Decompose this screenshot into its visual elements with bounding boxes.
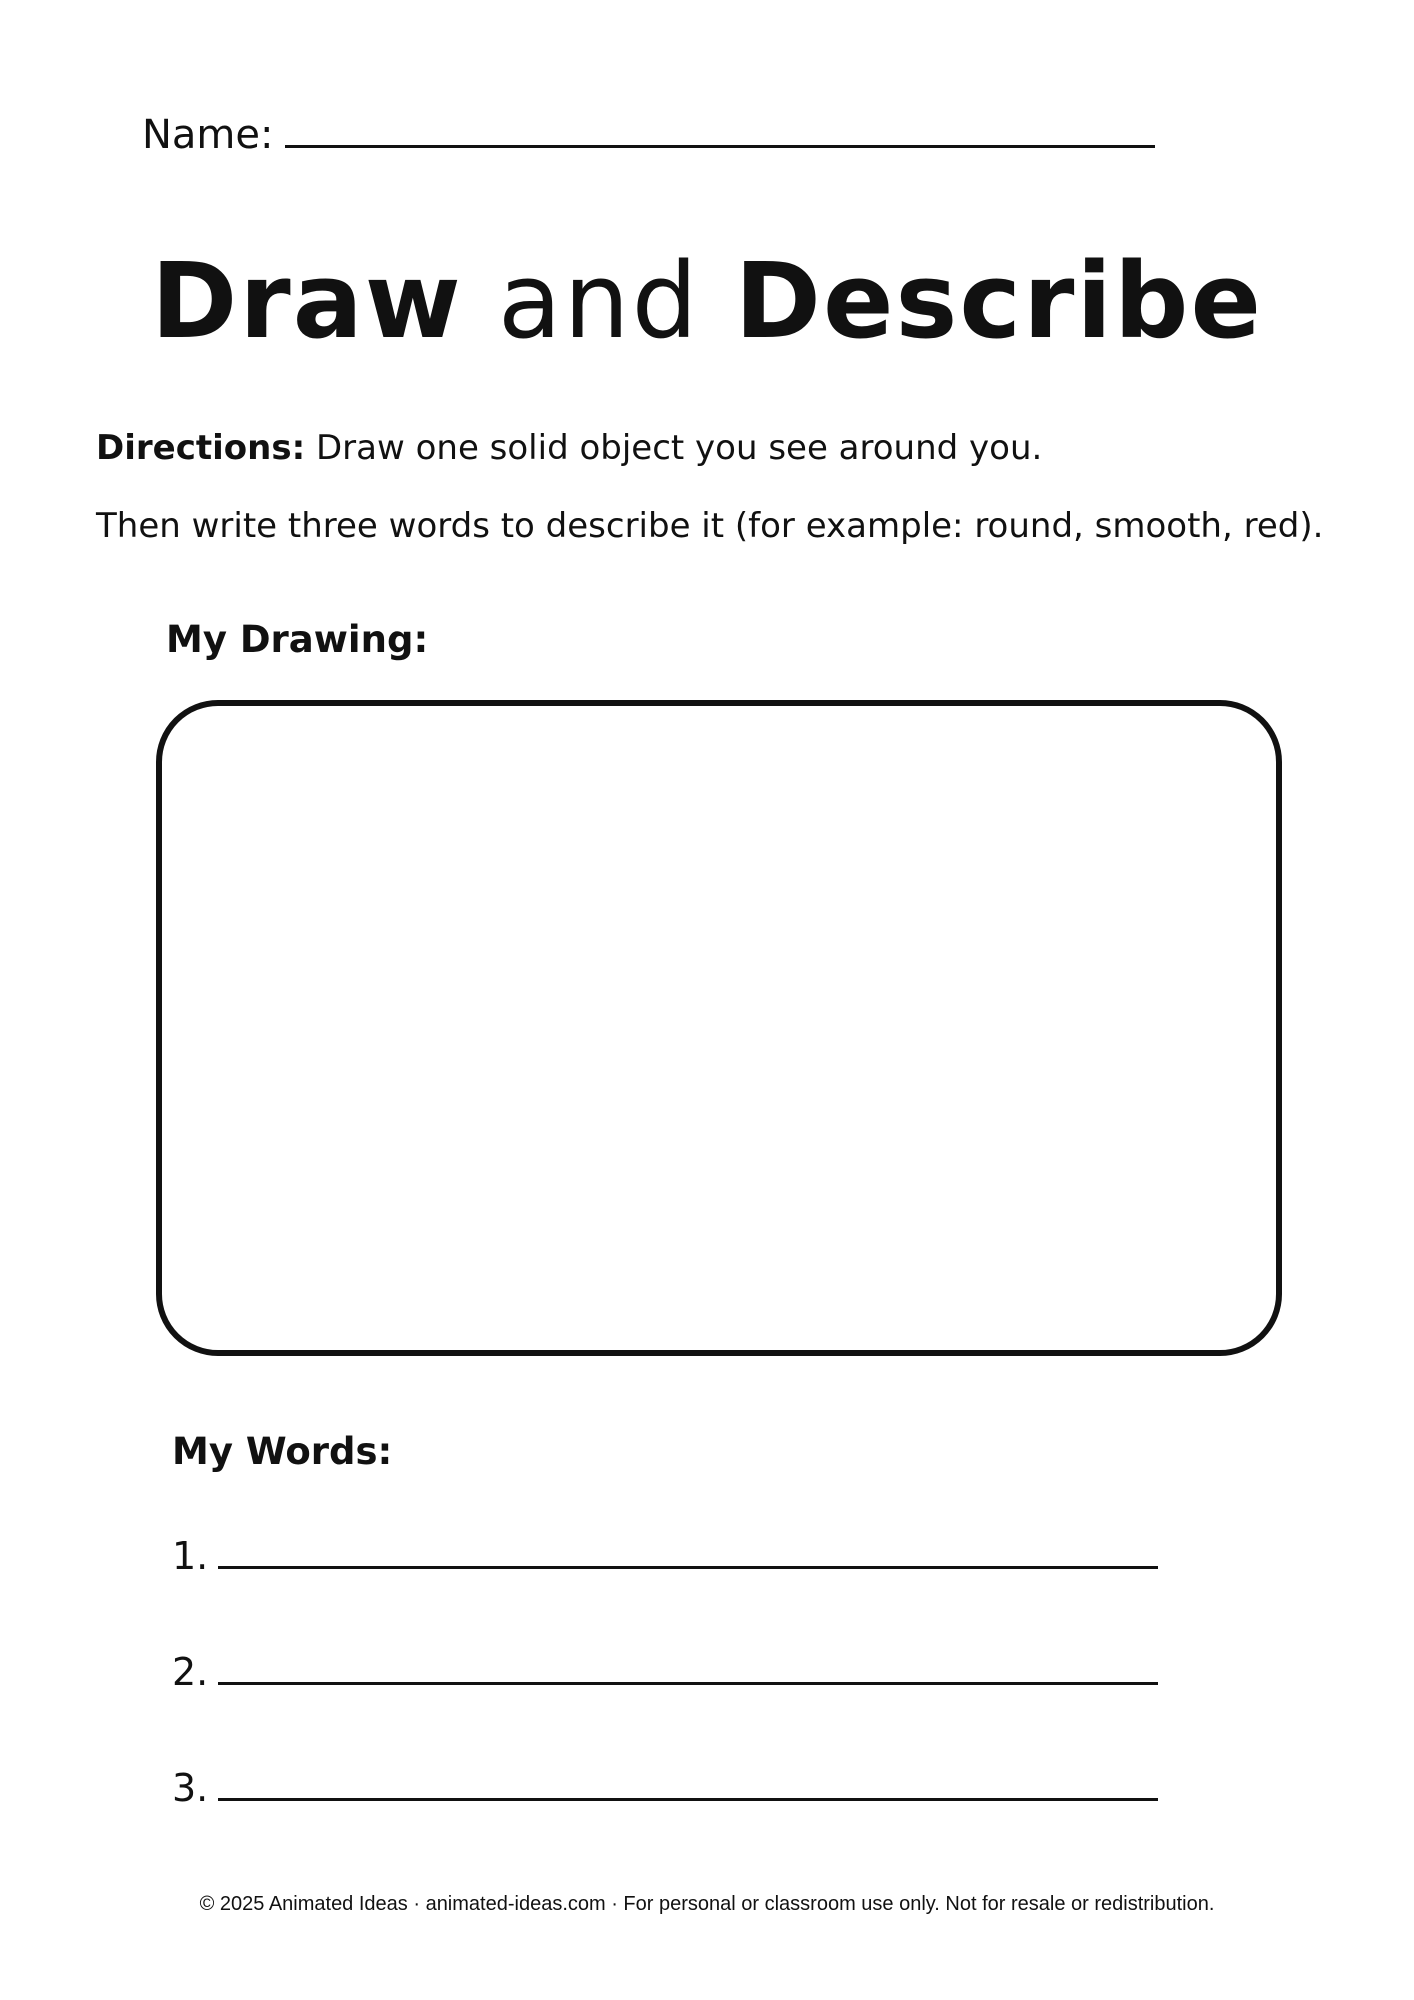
name-label: Name: — [142, 112, 274, 158]
drawing-box[interactable] — [156, 700, 1282, 1356]
directions-label: Directions: — [96, 428, 306, 468]
word-line-1 — [172, 1534, 1158, 1578]
word-blank-line-2[interactable] — [218, 1654, 1158, 1685]
page-title — [0, 240, 1414, 362]
word-number-1: 1. — [172, 1534, 209, 1578]
word-blank-line-1[interactable] — [218, 1538, 1158, 1569]
name-field — [142, 112, 1155, 158]
name-blank-line[interactable] — [285, 115, 1155, 148]
word-line-3 — [172, 1766, 1158, 1810]
title-word-and: and — [497, 240, 700, 362]
title-word-describe: Describe — [734, 240, 1263, 362]
word-number-2: 2. — [172, 1650, 209, 1694]
directions-line-1 — [96, 428, 1042, 468]
directions-text-1: Draw one solid object you see around you. — [315, 428, 1043, 468]
word-number-3: 3. — [172, 1766, 209, 1810]
words-label: My Words: — [172, 1430, 393, 1473]
directions-line-2: Then write three words to describe it (for example: round, smooth, red). — [96, 506, 1324, 546]
title-word-draw: Draw — [150, 240, 463, 362]
word-line-2 — [172, 1650, 1158, 1694]
drawing-label: My Drawing: — [166, 618, 429, 661]
footer-copyright: © 2025 Animated Ideas · animated-ideas.com · For personal or classroom use only. Not for resale or redistribution. — [199, 1893, 1215, 1915]
word-blank-line-3[interactable] — [218, 1770, 1158, 1801]
